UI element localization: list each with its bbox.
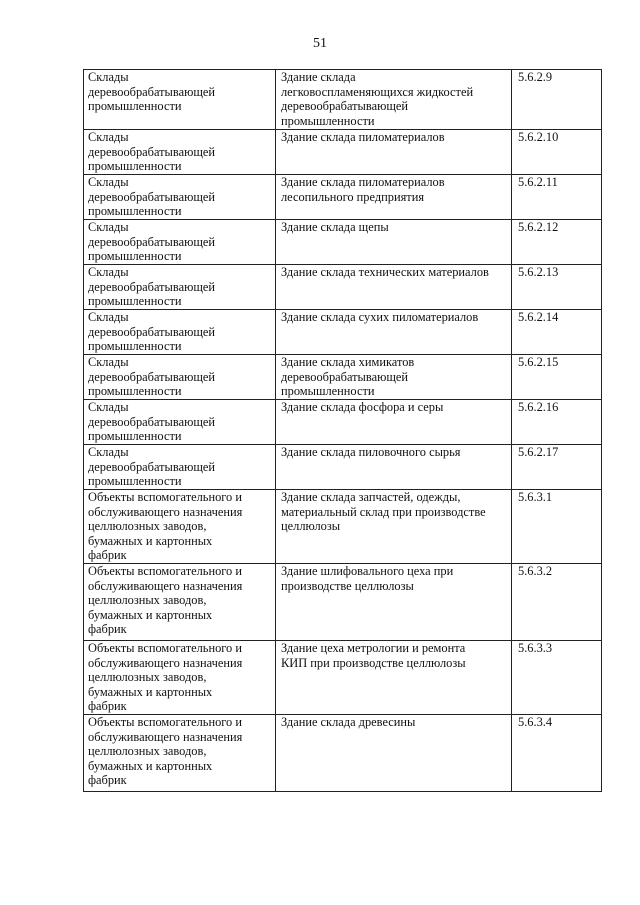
cell-text-line: деревообрабатывающей: [88, 279, 215, 294]
cell-text-line: лесопильного предприятия: [281, 189, 425, 204]
building-name-cell: [276, 220, 512, 265]
cell-text-line: бумажных и картонных: [88, 684, 213, 699]
cell-text-line: Здание склада сухих пиломатериалов: [281, 310, 479, 324]
cell-text-line: бумажных и картонных: [88, 607, 213, 622]
cell-text-line: Объекты вспомогательного и: [88, 714, 242, 729]
code-cell: [512, 445, 602, 490]
cell-text-line: Здание цеха метрологии и ремонта: [281, 640, 466, 655]
table-row: [84, 400, 602, 445]
cell-text-line: КИП при производстве целлюлозы: [281, 655, 466, 670]
cell-text-line: Здание склада пиловочного сырья: [281, 445, 461, 459]
code-value: 5.6.3.3: [518, 640, 553, 655]
cell-text-line: деревообрабатывающей: [281, 369, 408, 384]
cell-text-line: деревообрабатывающей: [281, 99, 408, 114]
cell-text-line: Здание склада щепы: [281, 220, 389, 234]
cell-text-line: промышленности: [88, 99, 182, 114]
table-body: [84, 70, 602, 792]
facility-category-cell: [84, 220, 276, 265]
code-value: 5.6.2.12: [518, 220, 559, 234]
facility-category-cell: [84, 70, 276, 130]
code-value: 5.6.2.15: [518, 355, 559, 369]
code-cell: [512, 355, 602, 400]
cell-text-line: промышленности: [88, 429, 182, 444]
cell-text-line: Здание склада древесины: [281, 714, 416, 729]
cell-text-line: деревообрабатывающей: [88, 459, 215, 474]
code-cell: [512, 310, 602, 355]
facility-category-cell: [84, 310, 276, 355]
table-row: [84, 310, 602, 355]
cell-text-line: Здание склада пиломатериалов: [281, 175, 445, 189]
cell-text-line: промышленности: [88, 339, 182, 354]
cell-text-line: Склады: [88, 70, 129, 84]
building-name-cell: [276, 310, 512, 355]
building-name-cell: [276, 355, 512, 400]
table-row: [84, 445, 602, 490]
cell-text-line: фабрик: [88, 622, 127, 637]
cell-text-line: Здание склада технических материалов: [281, 265, 489, 279]
code-cell: [512, 714, 602, 791]
code-cell: [512, 563, 602, 640]
cell-text-line: целлюлозных заводов,: [88, 519, 207, 534]
cell-text-line: Склады: [88, 310, 129, 324]
facility-category-cell: [84, 563, 276, 640]
building-name-cell: [276, 640, 512, 714]
code-value: 5.6.2.13: [518, 265, 559, 279]
cell-text-line: Склады: [88, 220, 129, 234]
code-cell: [512, 175, 602, 220]
cell-text-line: фабрик: [88, 699, 127, 714]
cell-text-line: легковоспламеняющихся жидкостей: [281, 84, 474, 99]
code-value: 5.6.2.14: [518, 310, 559, 324]
cell-text-line: целлюлозных заводов,: [88, 744, 207, 759]
table-row: [84, 70, 602, 130]
cell-text-line: Здание склада запчастей, одежды,: [281, 490, 461, 504]
cell-text-line: промышленности: [88, 384, 182, 399]
cell-text-line: деревообрабатывающей: [88, 189, 215, 204]
cell-text-line: Здание шлифовального цеха при: [281, 563, 454, 578]
building-name-cell: [276, 714, 512, 791]
table-row: [84, 265, 602, 310]
cell-text-line: деревообрабатывающей: [88, 144, 215, 159]
table-row: [84, 490, 602, 564]
facility-category-cell: [84, 400, 276, 445]
building-name-cell: [276, 445, 512, 490]
cell-text-line: бумажных и картонных: [88, 758, 213, 773]
code-cell: [512, 220, 602, 265]
facility-category-cell: [84, 265, 276, 310]
cell-text-line: промышленности: [88, 294, 182, 309]
code-value: 5.6.2.17: [518, 445, 559, 459]
cell-text-line: обслуживающего назначения: [88, 655, 243, 670]
cell-text-line: фабрик: [88, 773, 127, 788]
cell-text-line: деревообрабатывающей: [88, 234, 215, 249]
code-cell: [512, 640, 602, 714]
cell-text-line: обслуживающего назначения: [88, 578, 243, 593]
code-cell: [512, 490, 602, 564]
cell-text-line: обслуживающего назначения: [88, 729, 243, 744]
table-row: [84, 175, 602, 220]
building-name-cell: [276, 265, 512, 310]
table-row: [84, 130, 602, 175]
building-name-cell: [276, 400, 512, 445]
facilities-table: [83, 69, 602, 792]
facility-category-cell: [84, 445, 276, 490]
code-value: 5.6.3.1: [518, 490, 553, 504]
page-number: 51: [313, 36, 327, 51]
facility-category-cell: [84, 130, 276, 175]
cell-text-line: Здание склада пиломатериалов: [281, 130, 445, 144]
cell-text-line: деревообрабатывающей: [88, 84, 215, 99]
cell-text-line: материальный склад при производстве: [281, 504, 486, 519]
cell-text-line: деревообрабатывающей: [88, 414, 215, 429]
code-value: 5.6.2.10: [518, 130, 559, 144]
cell-text-line: промышленности: [281, 384, 375, 399]
facility-category-cell: [84, 640, 276, 714]
code-value: 5.6.3.2: [518, 563, 553, 578]
building-name-cell: [276, 70, 512, 130]
cell-text-line: целлюлозы: [281, 519, 341, 534]
building-name-cell: [276, 130, 512, 175]
cell-text-line: деревообрабатывающей: [88, 369, 215, 384]
code-cell: [512, 265, 602, 310]
cell-text-line: Здание склада: [281, 70, 356, 84]
code-value: 5.6.2.9: [518, 70, 553, 84]
building-name-cell: [276, 175, 512, 220]
cell-text-line: производстве целлюлозы: [281, 578, 414, 593]
cell-text-line: фабрик: [88, 548, 127, 563]
code-cell: [512, 130, 602, 175]
code-value: 5.6.3.4: [518, 714, 553, 729]
facility-category-cell: [84, 714, 276, 791]
building-name-cell: [276, 563, 512, 640]
cell-text-line: Здание склада фосфора и серы: [281, 400, 444, 414]
cell-text-line: промышленности: [88, 474, 182, 489]
code-cell: [512, 70, 602, 130]
table-row: [84, 714, 602, 791]
table-row: [84, 563, 602, 640]
cell-text-line: бумажных и картонных: [88, 533, 213, 548]
cell-text-line: Склады: [88, 400, 129, 414]
cell-text-line: обслуживающего назначения: [88, 504, 243, 519]
table-row: [84, 640, 602, 714]
cell-text-line: целлюлозных заводов,: [88, 670, 207, 685]
cell-text-line: промышленности: [88, 204, 182, 219]
building-name-cell: [276, 490, 512, 564]
cell-text-line: Склады: [88, 265, 129, 279]
cell-text-line: Склады: [88, 130, 129, 144]
cell-text-line: промышленности: [88, 249, 182, 264]
cell-text-line: Склады: [88, 175, 129, 189]
cell-text-line: Склады: [88, 445, 129, 459]
cell-text-line: Объекты вспомогательного и: [88, 640, 242, 655]
cell-text-line: Объекты вспомогательного и: [88, 490, 242, 504]
cell-text-line: Объекты вспомогательного и: [88, 563, 242, 578]
facility-category-cell: [84, 355, 276, 400]
code-value: 5.6.2.11: [518, 175, 558, 189]
table-row: [84, 355, 602, 400]
cell-text-line: деревообрабатывающей: [88, 324, 215, 339]
cell-text-line: Здание склада химикатов: [281, 355, 415, 369]
facility-category-cell: [84, 490, 276, 564]
cell-text-line: целлюлозных заводов,: [88, 593, 207, 608]
cell-text-line: промышленности: [88, 159, 182, 174]
table-row: [84, 220, 602, 265]
cell-text-line: Склады: [88, 355, 129, 369]
code-value: 5.6.2.16: [518, 400, 559, 414]
facility-category-cell: [84, 175, 276, 220]
cell-text-line: промышленности: [281, 113, 375, 128]
code-cell: [512, 400, 602, 445]
